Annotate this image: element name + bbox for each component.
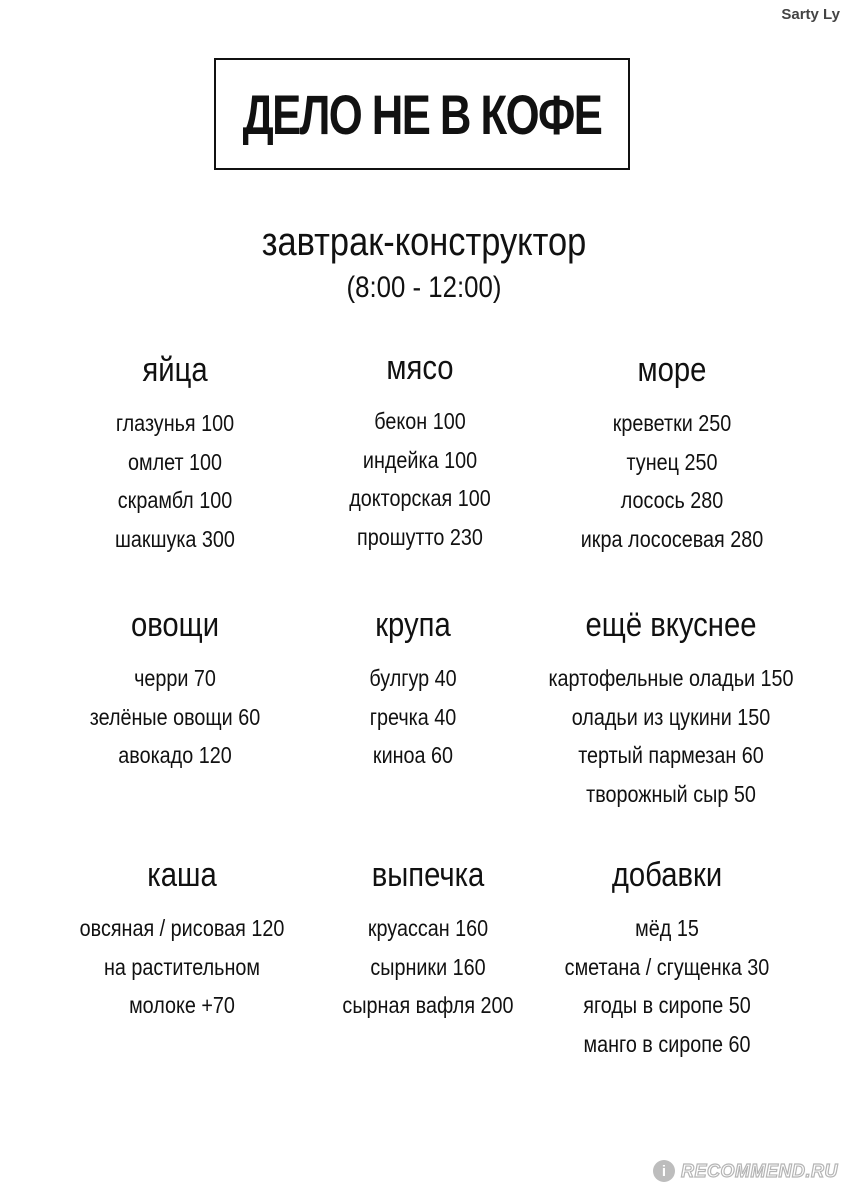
menu-item: манго в сиропе 60 (583, 1031, 751, 1058)
menu-item: мёд 15 (635, 915, 699, 941)
logo-text: ДЕЛО НЕ В КОФЕ (242, 82, 602, 146)
menu-hours: (8:00 - 12:00) (346, 271, 502, 304)
menu-item: омлет 100 (127, 448, 223, 475)
menu-item: индейка 100 (362, 446, 478, 473)
menu-item: круассан 160 (367, 915, 489, 941)
menu-item: на растительном (104, 953, 260, 980)
menu-item: тунец 250 (626, 448, 718, 475)
section-title: выпечка (371, 856, 485, 894)
section-title: каша (147, 856, 217, 894)
recommend-logo-icon: i (653, 1160, 675, 1182)
section-title: море (637, 351, 707, 389)
menu-item: черри 70 (134, 665, 216, 691)
section-seafood (522, 348, 822, 559)
menu-item: бекон 100 (374, 408, 466, 434)
menu-item: киноа 60 (372, 742, 454, 769)
menu-item: ягоды в сиропе 50 (583, 992, 751, 1019)
menu-item: овсяная / рисовая 120 (79, 915, 285, 941)
section-title: мясо (386, 349, 454, 387)
logo-box (214, 58, 630, 170)
menu-item: скрамбл 100 (117, 487, 233, 514)
section-extras-tasty (521, 603, 821, 814)
menu-item: креветки 250 (612, 410, 732, 436)
item-list (521, 659, 821, 814)
section-title: добавки (611, 856, 723, 894)
menu-item: зелёные овощи 60 (89, 703, 261, 730)
menu-item: прошутто 230 (357, 524, 483, 551)
section-title: ещё вкуснее (585, 606, 757, 644)
menu-item: докторская 100 (349, 485, 491, 512)
section-title: яйца (142, 351, 208, 389)
menu-item: шакшука 300 (115, 526, 235, 553)
menu-subtitle: завтрак-конструктор (261, 220, 587, 264)
menu-item: молоке +70 (129, 992, 235, 1019)
menu-item: сырники 160 (370, 953, 486, 980)
menu-item: сырная вафля 200 (342, 992, 514, 1019)
menu-item: глазунья 100 (115, 410, 235, 436)
menu-item: картофельные оладьи 150 (548, 665, 794, 691)
section-title: крупа (375, 606, 451, 644)
author-name: Sarty Ly (781, 6, 840, 23)
menu-item: тертый пармезан 60 (578, 742, 764, 769)
menu-item: икра лососевая 280 (580, 526, 764, 553)
menu-item: творожный сыр 50 (586, 781, 756, 808)
item-list (517, 909, 817, 1064)
section-grains (263, 603, 563, 775)
menu-item: лосось 280 (620, 487, 724, 514)
section-additions (517, 853, 817, 1064)
menu-item: булгур 40 (369, 665, 457, 691)
menu-item: оладьи из цукини 150 (571, 703, 771, 730)
watermark-text: RECOMMEND.RU (681, 1160, 838, 1181)
menu-item: сметана / сгущенка 30 (564, 953, 770, 980)
menu-item: гречка 40 (369, 703, 457, 730)
item-list (522, 404, 822, 559)
watermark (653, 1160, 838, 1182)
menu-item: авокадо 120 (118, 742, 232, 769)
item-list (263, 659, 563, 775)
section-title: овощи (130, 606, 220, 644)
